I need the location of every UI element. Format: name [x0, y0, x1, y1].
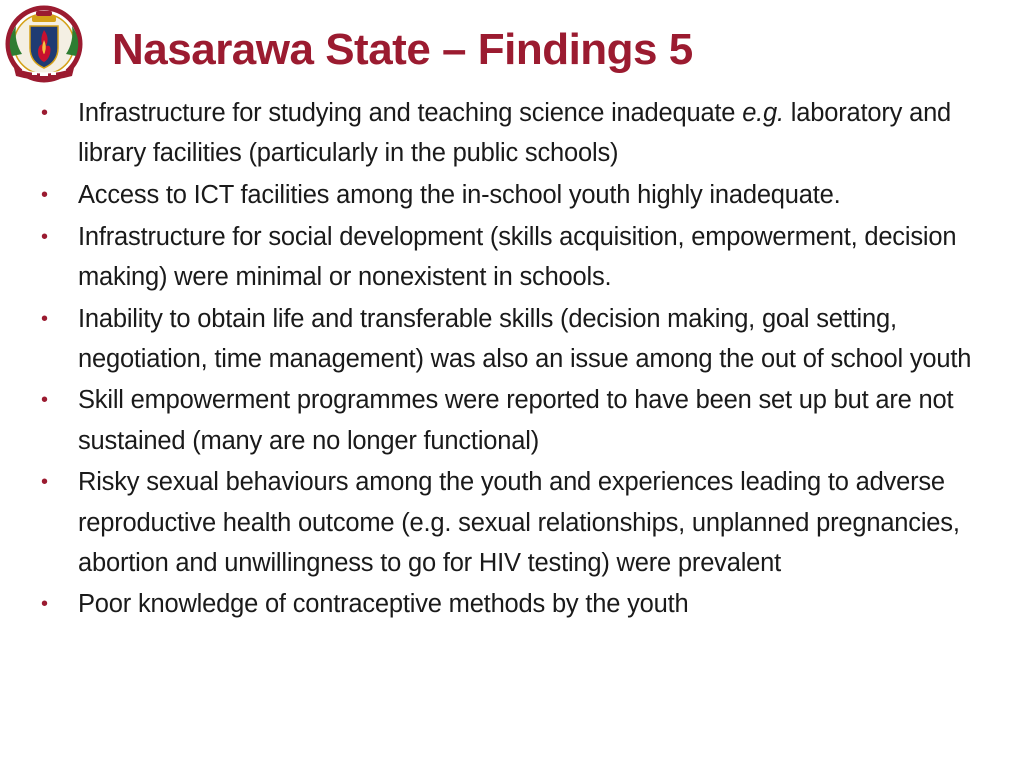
bullet-item-1	[38, 93, 1008, 173]
bullet-icon: •	[41, 593, 48, 616]
bullet-text-3: Infrastructure for social development (skills acquisition, empowerment, decision making) were minimal or nonexistent in schools.	[78, 222, 957, 291]
bullet-item-4	[38, 299, 1008, 379]
bullet-text-6: Risky sexual behaviours among the youth and experiences leading to adverse reproductive health outcome (e.g. sexual relationships, unplanned pregnancies, abortion and unwillingness to go for HIV testing) were prevalent	[78, 468, 960, 577]
bullet-icon: •	[41, 183, 48, 206]
bullet-text-1a: Infrastructure for studying and teaching science inadequate	[78, 99, 743, 127]
bullet-item-3	[38, 217, 1008, 297]
bullet-icon: •	[41, 307, 48, 330]
bullet-icon: •	[41, 389, 48, 412]
bullet-icon: •	[41, 225, 48, 248]
bullet-item-7	[38, 584, 1008, 624]
bullet-text-1-emphasis: e.g.	[742, 99, 784, 127]
slide-title: Nasarawa State – Findings 5	[112, 25, 693, 74]
bullet-text-7: Poor knowledge of contraceptive methods by the youth	[78, 590, 689, 619]
bullet-item-5	[38, 380, 1008, 460]
findings-bullet-list	[38, 93, 1008, 626]
bullet-text-1b: laboratory and library facilities (particularly in the public schools)	[78, 99, 952, 168]
bullet-icon: •	[41, 471, 48, 494]
bullet-item-2	[38, 175, 1008, 215]
bullet-icon: •	[41, 102, 48, 124]
bullet-text-2: Access to ICT facilities among the in-school youth highly inadequate.	[78, 180, 841, 209]
bullet-item-6	[38, 462, 1008, 583]
bullet-text-4: Inability to obtain life and transferable skills (decision making, goal setting, negotiation, time management) was also an issue among the out of school youth	[78, 304, 972, 373]
coat-of-arms-emblem-icon	[2, 4, 92, 86]
bullet-text-5: Skill empowerment programmes were reported to have been set up but are not sustained (many are no longer functional)	[78, 386, 954, 455]
